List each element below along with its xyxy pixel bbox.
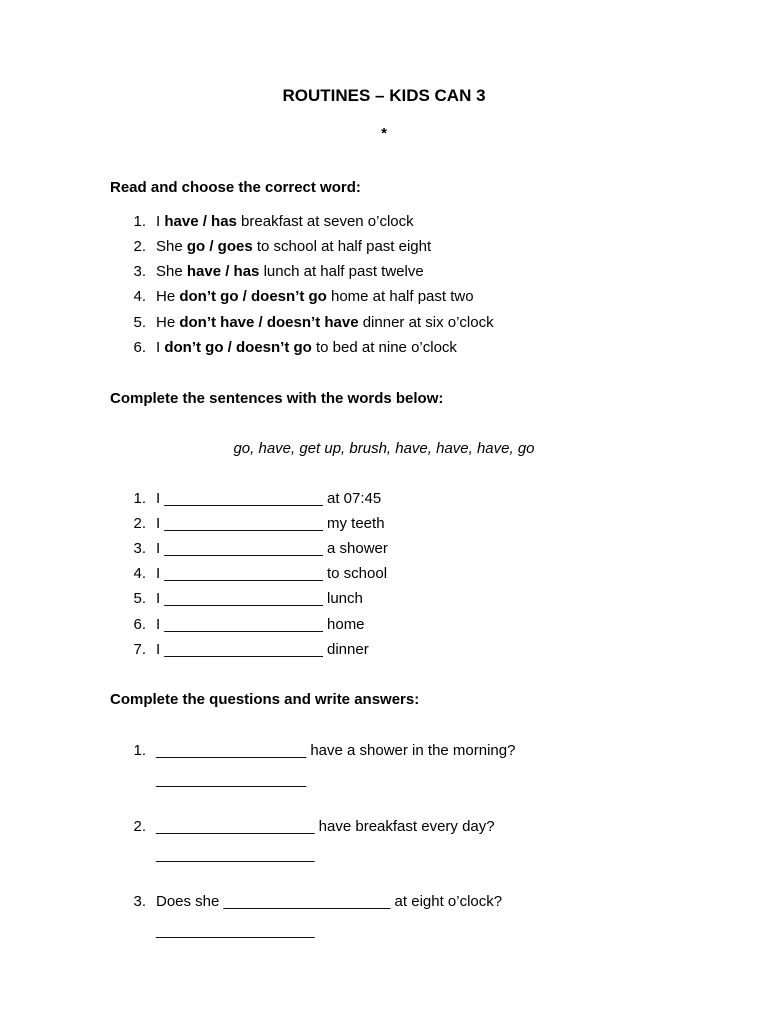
item-number: 4. — [133, 565, 146, 582]
page-title: ROUTINES – KIDS CAN 3 — [282, 86, 486, 105]
fill-in-sentence: I ___________________ lunch — [156, 590, 363, 607]
section3-heading: Complete the questions and write answers: — [110, 691, 420, 708]
item-text: She have / has lunch at half past twelve — [156, 263, 424, 280]
item-number: 1. — [133, 213, 146, 230]
item-number: 1. — [133, 490, 146, 507]
item-number: 2. — [133, 818, 146, 835]
item-number: 2. — [133, 238, 146, 255]
question-text: Does she ____________________ at eight o’clock? — [156, 893, 503, 910]
fill-in-sentence: I ___________________ at 07:45 — [156, 490, 382, 507]
item-number: 7. — [133, 641, 146, 658]
item-text: He don’t go / doesn’t go home at half past two — [156, 288, 474, 305]
title-asterisk: * — [381, 125, 387, 142]
item-number: 6. — [133, 616, 146, 633]
fill-in-sentence: I ___________________ a shower — [156, 540, 388, 557]
item-number: 2. — [133, 515, 146, 532]
section1-heading: Read and choose the correct word: — [110, 179, 361, 196]
fill-in-sentence: I ___________________ my teeth — [156, 515, 385, 532]
question-text: __________________ have a shower in the morning? — [156, 742, 516, 759]
fill-in-sentence: I ___________________ home — [156, 616, 365, 633]
answer-blank: __________________ — [156, 771, 307, 788]
item-number: 3. — [133, 263, 146, 280]
item-number: 5. — [133, 590, 146, 607]
item-text: I have / has breakfast at seven o’clock — [156, 213, 414, 230]
item-text: He don’t have / doesn’t have dinner at six o’clock — [156, 314, 494, 331]
answer-blank: ___________________ — [156, 846, 315, 863]
word-bank: go, have, get up, brush, have, have, have, go — [233, 440, 535, 457]
question-text: ___________________ have breakfast every day? — [156, 818, 495, 835]
fill-in-sentence: I ___________________ to school — [156, 565, 388, 582]
item-number: 3. — [133, 540, 146, 557]
answer-blank: ___________________ — [156, 922, 315, 939]
item-text: I don’t go / doesn’t go to bed at nine o’clock — [156, 339, 457, 356]
item-number: 5. — [133, 314, 146, 331]
item-number: 1. — [133, 742, 146, 759]
item-text: She go / goes to school at half past eight — [156, 238, 432, 255]
item-number: 4. — [133, 288, 146, 305]
fill-in-sentence: I ___________________ dinner — [156, 641, 369, 658]
item-number: 6. — [133, 339, 146, 356]
item-number: 3. — [133, 893, 146, 910]
section2-heading: Complete the sentences with the words below: — [110, 390, 444, 407]
